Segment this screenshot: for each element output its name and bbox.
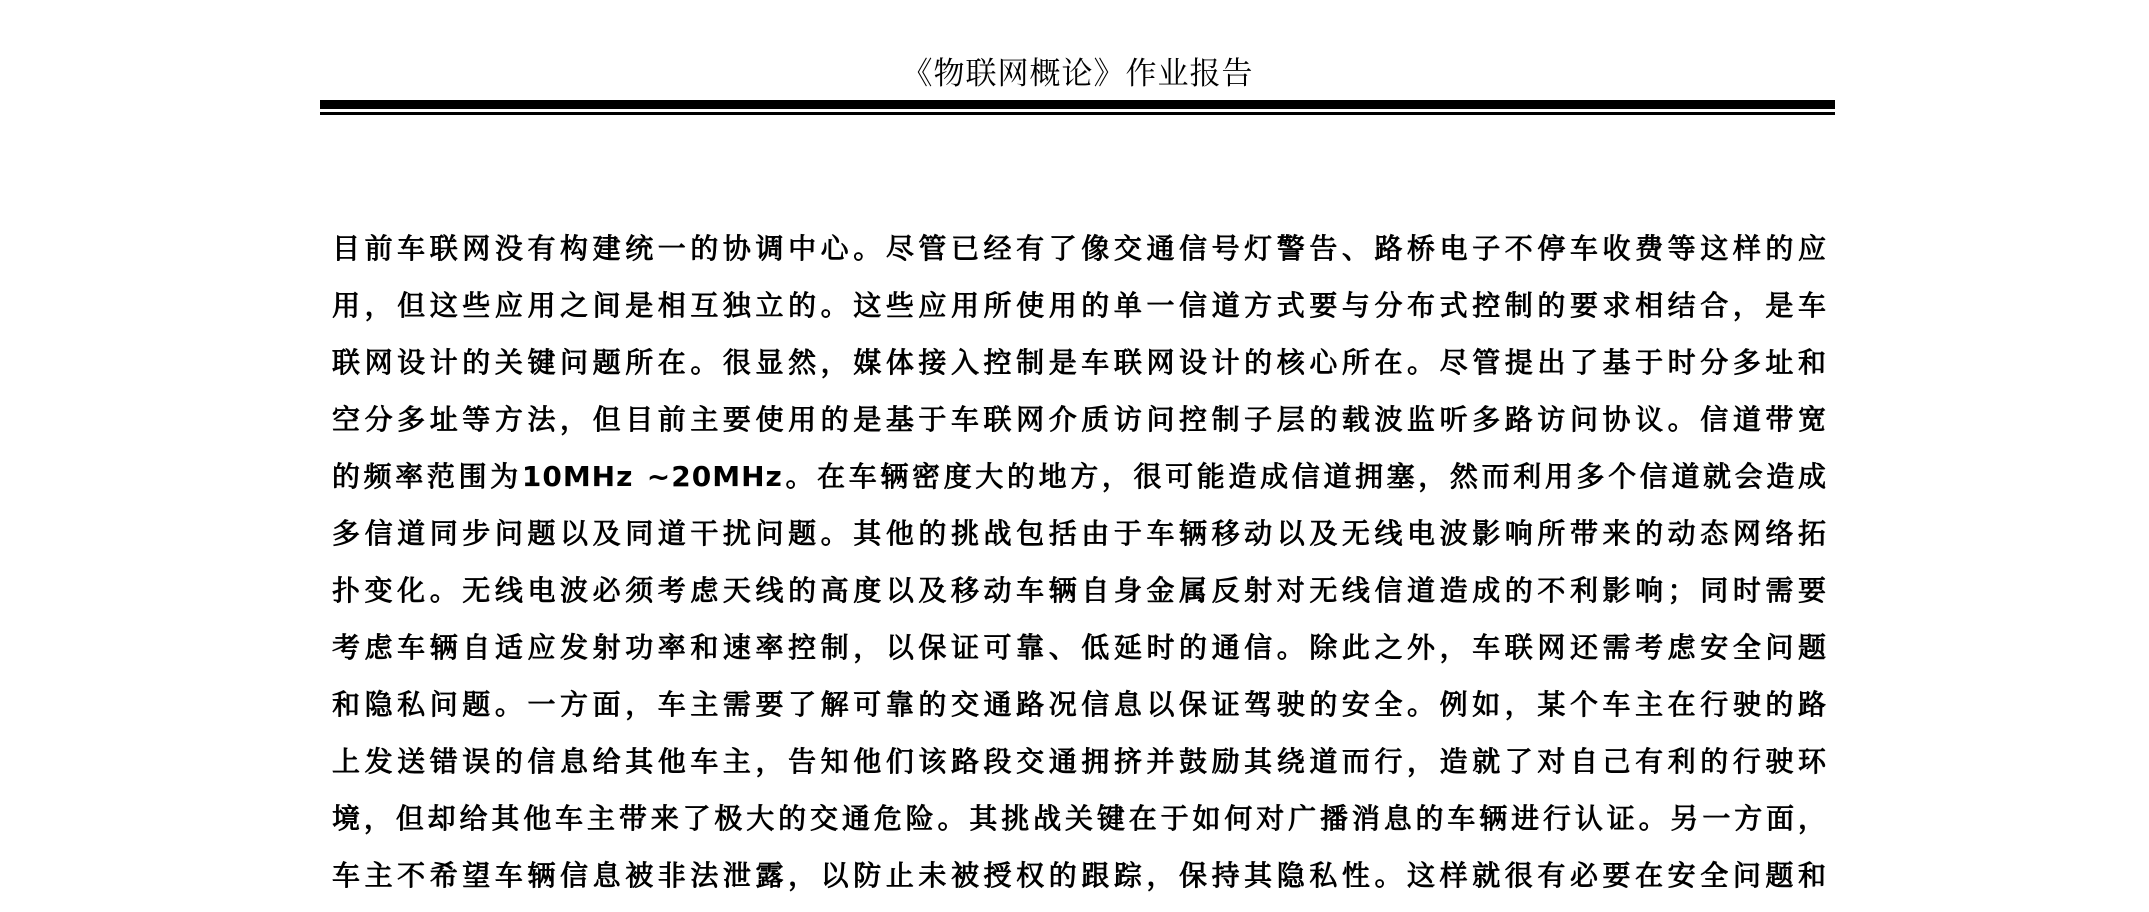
text-line: 境，但却给其他车主带来了极大的交通危险。其挑战关键在于如何对广播消息的车辆进行认证。另一方面， [332,802,1827,835]
text-line: 联网设计的关键问题所在。很显然，媒体接入控制是车联网设计的核心所在。尽管提出了基于时分多址和 [332,346,1827,379]
text-line: 的频率范围为10MHz ~20MHz。在车辆密度大的地方，很可能造成信道拥塞，然而利用多个信道就会造成 [332,460,1827,493]
text-line: 车主不希望车辆信息被非法泄露，以防止未被授权的跟踪，保持其隐私性。这样就很有必要在安全问题和 [332,859,1827,892]
text-line: 和隐私问题。一方面，车主需要了解可靠的交通路况信息以保证驾驶的安全。例如，某个车主在行驶的路 [332,688,1827,721]
header-title: 《物联网概论》作业报告 [901,56,1254,92]
body-paragraph [332,228,1827,912]
header-rule-thin [320,112,1835,115]
text-line: 扑变化。无线电波必须考虑天线的高度以及移动车辆自身金属反射对无线信道造成的不利影响；同时需要 [332,574,1827,607]
text-line: 目前车联网没有构建统一的协调中心。尽管已经有了像交通信号灯警告、路桥电子不停车收费等这样的应 [332,232,1827,265]
text-line: 考虑车辆自适应发射功率和速率控制，以保证可靠、低延时的通信。除此之外，车联网还需考虑安全问题 [332,631,1827,664]
header-rule-thick [320,100,1835,109]
text-line: 多信道同步问题以及同道干扰问题。其他的挑战包括由于车辆移动以及无线电波影响所带来的动态网络拓 [332,517,1827,550]
text-line: 空分多址等方法，但目前主要使用的是基于车联网介质访问控制子层的载波监听多路访问协议。信道带宽 [332,403,1827,436]
text-line: 用，但这些应用之间是相互独立的。这些应用所使用的单一信道方式要与分布式控制的要求相结合，是车 [332,289,1827,322]
text-line: 上发送错误的信息给其他车主，告知他们该路段交通拥挤并鼓励其绕道而行，造就了对自己有利的行驶环 [332,745,1827,778]
